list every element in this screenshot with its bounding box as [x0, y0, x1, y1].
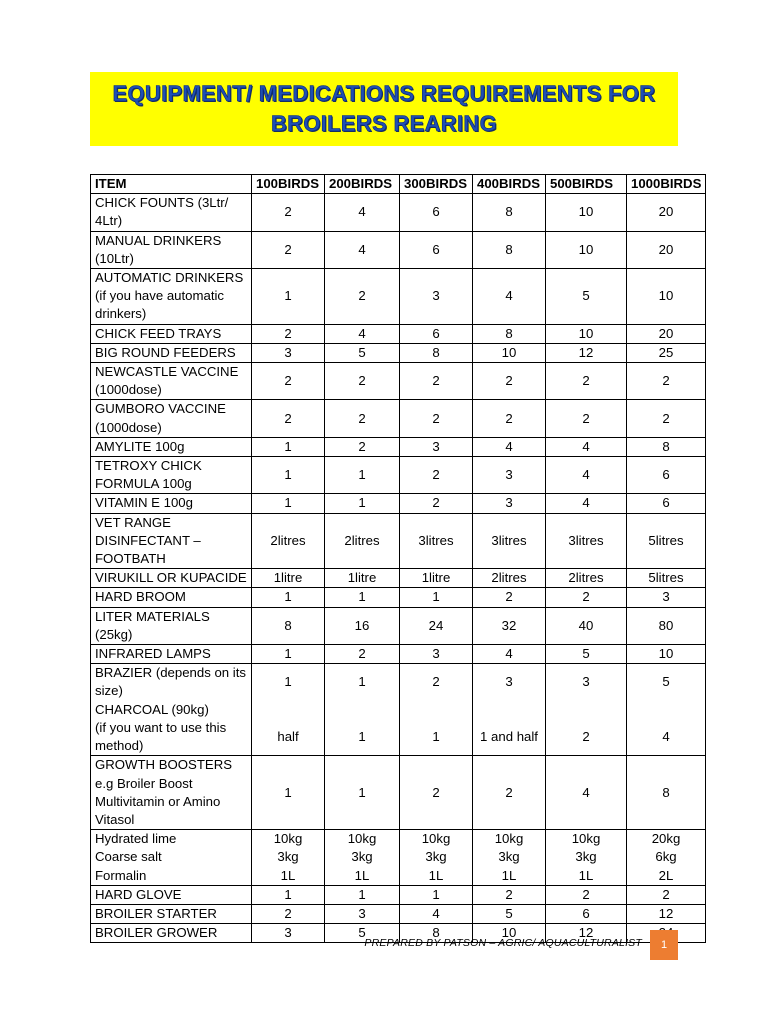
- quantity-cell: 4: [400, 904, 473, 923]
- table-row: [91, 457, 706, 494]
- table-row: [91, 588, 706, 607]
- item-cell: VET RANGE DISINFECTANT – FOOTBATH: [91, 513, 252, 569]
- quantity-cell: 10: [473, 343, 546, 362]
- quantity-cell: 2litres: [325, 513, 400, 569]
- table-row: [91, 343, 706, 362]
- quantity-cell: 2: [400, 400, 473, 437]
- quantity-cell: 2: [627, 400, 706, 437]
- quantity-cell: 1: [252, 756, 325, 830]
- quantity-cell: 4: [325, 194, 400, 231]
- quantity-cell: 6: [400, 231, 473, 268]
- quantity-cell: 1: [325, 588, 400, 607]
- quantity-cell: 3: [400, 437, 473, 456]
- quantity-cell: 2litres: [546, 569, 627, 588]
- table-row: [91, 607, 706, 644]
- quantity-cell: 2: [546, 400, 627, 437]
- quantity-cell: 6: [627, 494, 706, 513]
- item-cell: HARD BROOM: [91, 588, 252, 607]
- quantity-cell: 2: [473, 588, 546, 607]
- quantity-cell: 6: [400, 194, 473, 231]
- item-cell: AUTOMATIC DRINKERS (if you have automatic drinkers): [91, 269, 252, 325]
- quantity-cell: 8: [627, 756, 706, 830]
- column-header: 300BIRDS: [400, 175, 473, 194]
- quantity-cell: 5: [546, 645, 627, 664]
- quantity-cell: 2: [400, 363, 473, 400]
- item-cell: AMYLITE 100g: [91, 437, 252, 456]
- quantity-cell: 10: [546, 231, 627, 268]
- quantity-cell: 2: [546, 588, 627, 607]
- quantity-cell: 10: [546, 324, 627, 343]
- quantity-cell: 10kg 3kg 1L: [400, 830, 473, 886]
- page-title-line-2: BROILERS REARING: [270, 111, 498, 136]
- column-header: 400BIRDS: [473, 175, 546, 194]
- page-title-line-1: EQUIPMENT/ MEDICATIONS REQUIREMENTS FOR: [112, 81, 656, 106]
- quantity-cell: 12: [546, 924, 627, 943]
- quantity-cell: 1: [252, 885, 325, 904]
- quantity-cell: 2: [325, 437, 400, 456]
- item-cell: GUMBORO VACCINE (1000dose): [91, 400, 252, 437]
- quantity-cell: 1: [252, 588, 325, 607]
- quantity-cell: 3: [400, 269, 473, 325]
- quantity-cell: 3litres: [546, 513, 627, 569]
- quantity-cell: 1: [252, 437, 325, 456]
- column-header: 1000BIRDS: [627, 175, 706, 194]
- quantity-cell: 5: [473, 904, 546, 923]
- quantity-cell: 2: [252, 194, 325, 231]
- quantity-cell: 5litres: [627, 569, 706, 588]
- requirements-table: [90, 174, 706, 943]
- quantity-cell: 10kg 3kg 1L: [252, 830, 325, 886]
- quantity-cell: 8: [252, 607, 325, 644]
- table-row: [91, 231, 706, 268]
- quantity-cell: 1: [252, 645, 325, 664]
- quantity-cell: 20: [627, 194, 706, 231]
- quantity-cell: 3 2: [546, 664, 627, 756]
- quantity-cell: 2 1: [400, 664, 473, 756]
- quantity-cell: 4: [546, 494, 627, 513]
- table-row: [91, 363, 706, 400]
- quantity-cell: 1: [400, 885, 473, 904]
- table-row: [91, 494, 706, 513]
- quantity-cell: 2: [252, 363, 325, 400]
- table-row: [91, 885, 706, 904]
- column-header: 100BIRDS: [252, 175, 325, 194]
- quantity-cell: 3litres: [400, 513, 473, 569]
- table-row: [91, 645, 706, 664]
- quantity-cell: 2: [546, 363, 627, 400]
- table-row: [91, 756, 706, 830]
- quantity-cell: 5: [325, 343, 400, 362]
- item-cell: BIG ROUND FEEDERS: [91, 343, 252, 362]
- quantity-cell: 5 4: [627, 664, 706, 756]
- quantity-cell: 3 1 and half: [473, 664, 546, 756]
- quantity-cell: 2: [473, 756, 546, 830]
- item-cell: MANUAL DRINKERS (10Ltr): [91, 231, 252, 268]
- quantity-cell: 8: [400, 343, 473, 362]
- quantity-cell: 1 1: [325, 664, 400, 756]
- quantity-cell: 10: [473, 924, 546, 943]
- quantity-cell: 1: [325, 494, 400, 513]
- item-cell: NEWCASTLE VACCINE (1000dose): [91, 363, 252, 400]
- quantity-cell: 1: [252, 269, 325, 325]
- quantity-cell: 24: [400, 607, 473, 644]
- quantity-cell: 1: [325, 885, 400, 904]
- quantity-cell: 1: [400, 588, 473, 607]
- footer-credit: PREPARED BY PATSON – AGRIC/ AQUACULTURALIST: [364, 937, 642, 949]
- item-cell: VITAMIN E 100g: [91, 494, 252, 513]
- title-banner: [90, 72, 678, 146]
- quantity-cell: 4: [473, 437, 546, 456]
- quantity-cell: 40: [546, 607, 627, 644]
- item-cell: GROWTH BOOSTERS e.g Broiler Boost Multivitamin or Amino Vitasol: [91, 756, 252, 830]
- item-cell: CHICK FEED TRAYS: [91, 324, 252, 343]
- quantity-cell: 10: [627, 269, 706, 325]
- table-body: [91, 194, 706, 943]
- table-row: [91, 324, 706, 343]
- quantity-cell: 2: [400, 756, 473, 830]
- table-row: [91, 904, 706, 923]
- quantity-cell: 2: [627, 363, 706, 400]
- quantity-cell: 5: [546, 269, 627, 325]
- quantity-cell: 3: [252, 924, 325, 943]
- page-footer: [0, 930, 768, 960]
- quantity-cell: 8: [473, 194, 546, 231]
- quantity-cell: 10kg 3kg 1L: [473, 830, 546, 886]
- column-header: 200BIRDS: [325, 175, 400, 194]
- quantity-cell: 8: [473, 231, 546, 268]
- item-cell: LITER MATERIALS (25kg): [91, 607, 252, 644]
- item-cell: VIRUKILL OR KUPACIDE: [91, 569, 252, 588]
- quantity-cell: 10kg 3kg 1L: [325, 830, 400, 886]
- quantity-cell: 6: [400, 324, 473, 343]
- quantity-cell: 2: [400, 457, 473, 494]
- quantity-cell: 2: [325, 269, 400, 325]
- quantity-cell: 2: [325, 645, 400, 664]
- quantity-cell: 1: [325, 756, 400, 830]
- table-row: [91, 664, 706, 756]
- quantity-cell: 2litres: [473, 569, 546, 588]
- quantity-cell: 4: [546, 437, 627, 456]
- quantity-cell: 6: [627, 457, 706, 494]
- item-cell: INFRARED LAMPS: [91, 645, 252, 664]
- quantity-cell: 5litres: [627, 513, 706, 569]
- quantity-cell: 16: [325, 607, 400, 644]
- quantity-cell: 2: [627, 885, 706, 904]
- quantity-cell: 10: [627, 645, 706, 664]
- quantity-cell: 2: [325, 400, 400, 437]
- quantity-cell: 1: [252, 494, 325, 513]
- quantity-cell: 12: [627, 904, 706, 923]
- quantity-cell: 4: [473, 269, 546, 325]
- quantity-cell: 20: [627, 231, 706, 268]
- column-header: 500BIRDS: [546, 175, 627, 194]
- table-row: [91, 400, 706, 437]
- quantity-cell: 2litres: [252, 513, 325, 569]
- quantity-cell: 1: [325, 457, 400, 494]
- quantity-cell: 2: [325, 363, 400, 400]
- quantity-cell: 8: [627, 437, 706, 456]
- column-header: ITEM: [91, 175, 252, 194]
- quantity-cell: 32: [473, 607, 546, 644]
- item-cell: Hydrated lime Coarse salt Formalin: [91, 830, 252, 886]
- quantity-cell: 10: [546, 194, 627, 231]
- item-cell: TETROXY CHICK FORMULA 100g: [91, 457, 252, 494]
- quantity-cell: 3: [400, 645, 473, 664]
- item-cell: BROILER GROWER: [91, 924, 252, 943]
- quantity-cell: 1litre: [252, 569, 325, 588]
- quantity-cell: 2: [400, 494, 473, 513]
- quantity-cell: 2: [473, 885, 546, 904]
- quantity-cell: 3: [252, 343, 325, 362]
- quantity-cell: 2: [473, 400, 546, 437]
- page-number-badge: 1: [650, 930, 678, 960]
- quantity-cell: 1litre: [325, 569, 400, 588]
- quantity-cell: 8: [473, 324, 546, 343]
- quantity-cell: 12: [546, 343, 627, 362]
- quantity-cell: 3: [627, 588, 706, 607]
- item-cell: BRAZIER (depends on its size) CHARCOAL (90kg) (if you want to use this method): [91, 664, 252, 756]
- quantity-cell: 2: [546, 885, 627, 904]
- quantity-cell: 4: [546, 457, 627, 494]
- quantity-cell: 1 half: [252, 664, 325, 756]
- quantity-cell: 3: [473, 457, 546, 494]
- table-row: [91, 437, 706, 456]
- table-row: [91, 513, 706, 569]
- quantity-cell: 3: [473, 494, 546, 513]
- item-cell: CHICK FOUNTS (3Ltr/ 4Ltr): [91, 194, 252, 231]
- quantity-cell: 4: [325, 324, 400, 343]
- table-row: [91, 269, 706, 325]
- quantity-cell: 1: [252, 457, 325, 494]
- quantity-cell: 10kg 3kg 1L: [546, 830, 627, 886]
- quantity-cell: 5: [325, 924, 400, 943]
- quantity-cell: 2: [473, 363, 546, 400]
- quantity-cell: 4: [473, 645, 546, 664]
- quantity-cell: 3litres: [473, 513, 546, 569]
- quantity-cell: 20: [627, 324, 706, 343]
- quantity-cell: 3: [325, 904, 400, 923]
- quantity-cell: 80: [627, 607, 706, 644]
- item-cell: HARD GLOVE: [91, 885, 252, 904]
- quantity-cell: 2: [252, 324, 325, 343]
- quantity-cell: 2: [252, 231, 325, 268]
- quantity-cell: 4: [546, 756, 627, 830]
- table-row: [91, 830, 706, 886]
- quantity-cell: 2: [252, 400, 325, 437]
- quantity-cell: 1litre: [400, 569, 473, 588]
- item-cell: BROILER STARTER: [91, 904, 252, 923]
- quantity-cell: 20kg 6kg 2L: [627, 830, 706, 886]
- quantity-cell: 4: [325, 231, 400, 268]
- quantity-cell: 8: [400, 924, 473, 943]
- quantity-cell: 2: [252, 904, 325, 923]
- quantity-cell: 6: [546, 904, 627, 923]
- quantity-cell: 25: [627, 343, 706, 362]
- table-row: [91, 569, 706, 588]
- table-row: [91, 194, 706, 231]
- table-header-row: [91, 175, 706, 194]
